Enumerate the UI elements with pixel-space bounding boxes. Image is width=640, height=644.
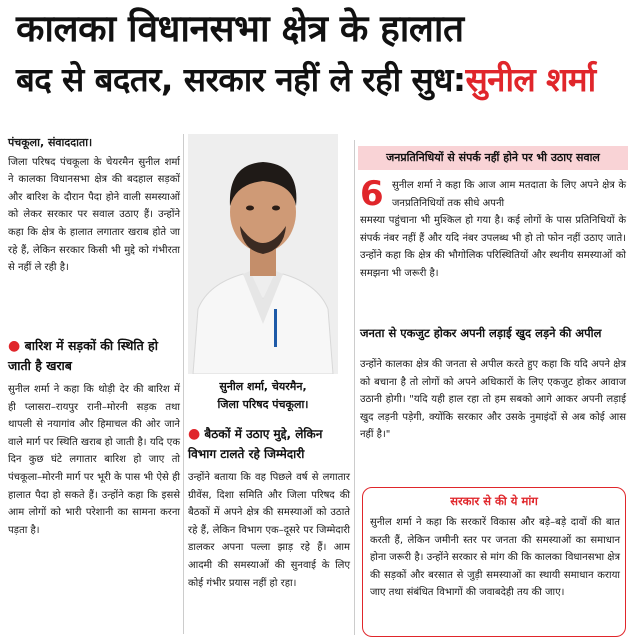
section4-paragraph: उन्होंने कालका क्षेत्र की जनता से अपील करते हुए कहा कि यदि अपने क्षेत्र को बचाना है तो लोगों को अपने अधिकारों के लिए एकजुट होकर आवाज उठानी होगी। "यदि यही हाल रहा तो हम सबको आगे आकर अपनी लड़ाई खुद लड़नी पड़ेगी, क्योंकि सरकार और उसके नुमाइंदों से अब कोई आस नहीं है।" [360,359,626,441]
bullet-icon: ● [8,338,21,354]
section3-paragraph: समस्या पहुंचाना भी मुश्किल हो गया है। कई लोगों के पास प्रतिनिधियों के संपर्क नंबर नहीं हैं और यदि नंबर उपलब्ध भी हो तो फोन नहीं उठाए जाते। उन्होंने कहा कि क्षेत्र की भौगोलिक परिस्थितियों और स्थनीय समस्याओं को समझना भी जरूरी है। [360,215,626,279]
photo-caption [188,378,338,414]
headline-line-2 [16,58,628,102]
drop-cap: 6 [360,174,384,214]
section2-body [188,469,350,592]
column-divider [354,140,355,635]
section1-paragraph: सुनील शर्मा ने कहा कि थोड़ी देर की बारिश में ही प्लासरा–रायपुर रानी–मोरनी सड़क तथा थापली से नयागांव और हिमाचल की ओर जाने वाले मार्ग पर स्थिति खराब हो जाती है। यदि एक दिन कुछ घंटे लगातार बारिश हो जाए तो पंचकूला–मोरनी मार्ग पर भूरी के पास भी ऐसे ही हालात पैदा हो सकते हैं। उन्होंने कहा कि इससे आम लोगों को भारी परेशानी का सामना करना पड़ता है। [8,384,180,536]
headline-line-2-red: सुनील शर्मा [465,60,596,99]
dateline: पंचकूला, संवाददाता। [8,136,93,149]
intro-paragraph: जिला परिषद पंचकूला के चेयरमैन सुनील शर्मा ने कालका विधानसभा क्षेत्र की बदहाल सड़कों और बारिश के दौरान पैदा होने वाली समस्याओं को लेकर सरकार पर सवाल उठाए हैं। उन्होंने कहा कि क्षेत्र के हालात लगातार खराब होते जा रहे हैं, लेकिन सरकार किसी भी मुद्दे को गंभीरता से नहीं ले रही है। [8,156,180,274]
headline-line-2-black: बद से बदतर, सरकार नहीं ले रही सुध: [16,60,466,99]
section4-heading: जनता से एकजुट होकर अपनी लड़ाई खुद लड़ने की अपील [360,326,602,340]
column-divider [183,134,184,634]
portrait-photo [188,134,338,374]
section4-body [360,356,626,444]
section3-first-lines [392,177,626,212]
photo-caption-line-1: सुनील शर्मा, चेयरमैन, [219,380,307,393]
section1-body [8,381,180,539]
section2-paragraph: उन्होंने बताया कि वह पिछले वर्ष से लगातार ग्रीवेंस, दिशा समिति और जिला परिषद की बैठकों में अपने क्षेत्र की समस्याओं को उठाते रहे हैं, लेकिन विभाग एक–दूसरे पर जिम्मेदारी डालकर अपना पल्ला झाड़ रहे हैं। आम आदमी की समस्याओं की सुनवाई के लिए कोई गंभीर प्रयास नहीं हो रहा। [188,472,350,589]
section3-body [360,212,626,282]
photo-caption-line-2: जिला परिषद पंचकूला। [217,398,309,411]
bullet-icon: ● [188,426,201,442]
section3-paragraph-start: सुनील शर्मा ने कहा कि आज आम मतदाता के लिए अपने क्षेत्र के जनप्रतिनिधियों तक सीधे अपनी [392,180,626,209]
section3-heading-bar: जनप्रतिनिधियों से संपर्क नहीं होने पर भी उठाए सवाल [358,146,628,170]
headline-line-1: कालका विधानसभा क्षेत्र के हालात [16,7,464,50]
demand-box-title: सरकार से की ये मांग [450,494,538,508]
section1-heading-text: बारिश में सड़कों की स्थिति हो जाती है खराब [8,338,158,373]
article-column-1 [8,134,180,277]
section2-heading [188,424,350,464]
section2-heading-text: बैठकों में उठाए मुद्दे, लेकिन विभाग टालते रहे जिम्मेदारी [188,427,323,461]
section1-heading [8,336,180,376]
demand-box-body [370,514,620,602]
demand-box-paragraph: सुनील शर्मा ने कहा कि सरकारें विकास और बड़े–बड़े दावों की बात करती हैं, लेकिन जमीनी स्तर पर जनता की समस्याओं का समाधान होना जरूरी है। उन्होंने सरकार से मांग की कि कालका विधानसभा क्षेत्र की सड़कों और बरसात से जुड़ी समस्याओं का स्थायी समाधान कराया जाए तथा संबंधित विभागों की जवाबदेही तय की जाए। [370,517,620,599]
portrait-illustration [188,134,338,374]
